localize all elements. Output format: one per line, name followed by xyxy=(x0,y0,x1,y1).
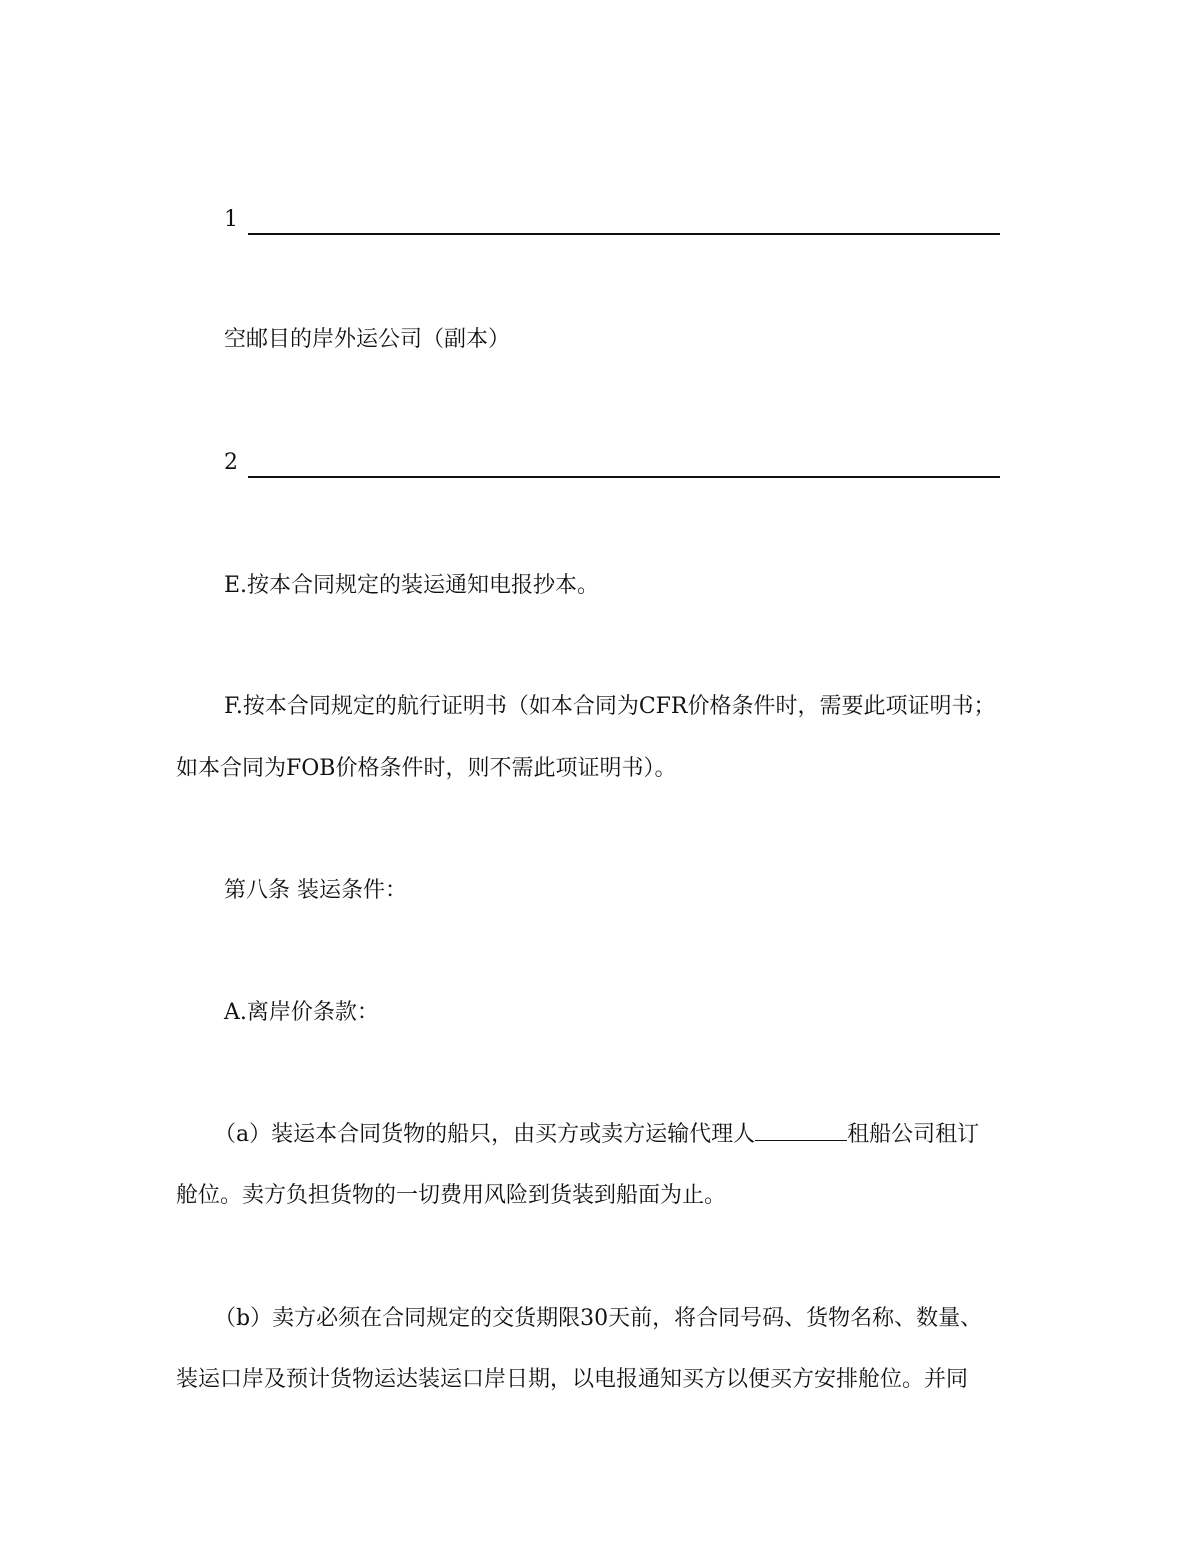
item-d-airmail-copy: 空邮目的岸外运公司（副本） xyxy=(224,327,511,352)
fill-line-rule xyxy=(248,233,1000,235)
fill-line-1 xyxy=(224,205,1000,235)
fill-line-number: 1 xyxy=(224,207,238,232)
agent-name-blank xyxy=(755,1120,847,1141)
item-e-shipping-notice: E.按本合同规定的装运通知电报抄本。 xyxy=(224,573,600,598)
fill-line-rule xyxy=(248,476,1000,478)
clause-a-heading: A.离岸价条款： xyxy=(224,1000,379,1025)
clause-b-line-2: 装运口岸及预计货物运达装运口岸日期，以电报通知买方以便买方安排舱位。并同 xyxy=(176,1367,969,1392)
item-f-line-2: 如本合同为FOB价格条件时，则不需此项证明书）。 xyxy=(176,756,677,781)
fill-line-number: 2 xyxy=(224,450,238,475)
clause-b-line-1: （b）卖方必须在合同规定的交货期限30天前，将合同号码、货物名称、数量、 xyxy=(214,1306,983,1331)
clause-a1-line-2: 舱位。卖方负担货物的一切费用风险到货装到船面为止。 xyxy=(176,1183,727,1208)
clause-a1-text-after-blank: 租船公司租订 xyxy=(847,1122,980,1147)
fill-line-2 xyxy=(224,448,1000,478)
item-f-line-1: F.按本合同规定的航行证明书（如本合同为CFR价格条件时，需要此项证明书； xyxy=(224,694,996,719)
clause-a1-text-before-blank: （a）装运本合同货物的船只，由买方或卖方运输代理人 xyxy=(214,1122,756,1147)
article-8-heading: 第八条 装运条件： xyxy=(224,878,407,903)
clause-a1-line-1 xyxy=(214,1120,979,1150)
